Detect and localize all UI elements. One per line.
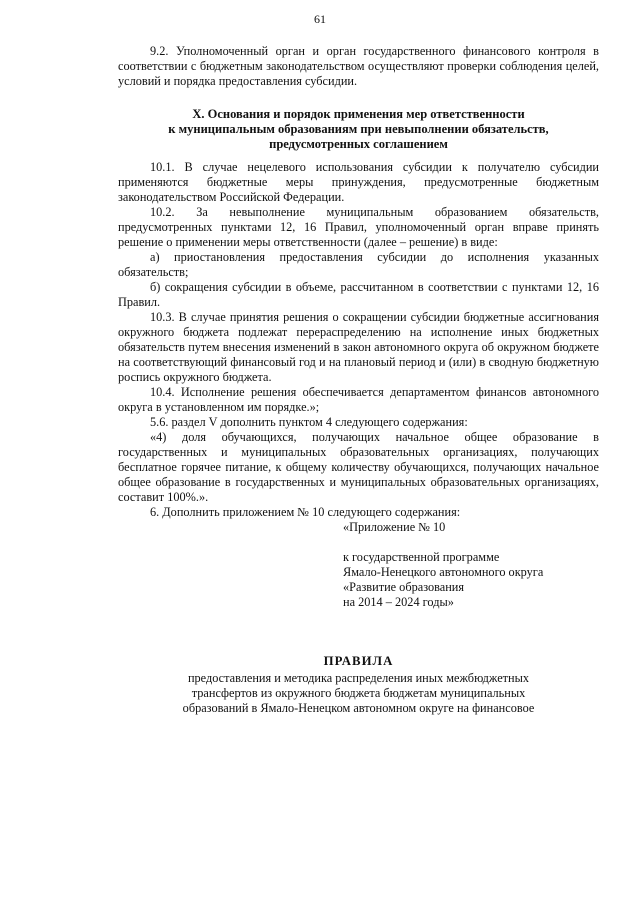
page-number: 61 xyxy=(314,12,326,26)
paragraph-10-3: 10.3. В случае принятия решения о сокращении субсидии бюджетные ассигнования окружного бюджета подлежат перераспределению на исполнение иных бюджетных обязательств путем внесения изменений в закон автономного округа об окружном бюджете на соответствующий финансовый год и на плановый период и (или) в сводную бюджетную роспись окружного бюджета. xyxy=(118,310,599,384)
heading-line-2: к муниципальным образованиям при невыполнении обязательств, xyxy=(168,122,549,136)
appendix-title: «Приложение № 10 xyxy=(343,520,446,534)
rules-subtitle-line-1: предоставления и методика распределения иных межбюджетных xyxy=(187,671,530,685)
appendix-line-1: к государственной программе xyxy=(343,550,500,564)
paragraph-10-2-a: а) приостановления предоставления субсидии до исполнения указанных обязательств; xyxy=(118,250,599,279)
appendix-line-2: Ямало-Ненецкого автономного округа xyxy=(343,565,544,579)
paragraph-10-2-b: б) сокращения субсидии в объеме, рассчитанном в соответствии с пунктами 12, 16 Правил. xyxy=(118,280,599,309)
document-body xyxy=(118,44,599,716)
appendix-line-3: «Развитие образования xyxy=(343,580,465,594)
paragraph-4: «4) доля обучающихся, получающих начальное общее образование в государственных и муниципальных образовательных организациях, получающих бесплатное горячее питание, к общему количеству обучающихся, получающих начальное общее образование в государственных и муниципальных образовательных организациях, составит 100%.». xyxy=(118,430,599,504)
rules-subtitle xyxy=(118,671,599,716)
heading-line-1: X. Основания и порядок применения мер ответственности xyxy=(192,107,525,121)
paragraph-6: 6. Дополнить приложением № 10 следующего содержания: xyxy=(150,505,461,519)
section-heading-x xyxy=(118,107,599,152)
appendix-header xyxy=(343,520,599,610)
paragraph-10-1: 10.1. В случае нецелевого использования субсидии к получателю субсидии применяются бюджетные меры принуждения, предусмотренные бюджетным законодательством Российской Федерации. xyxy=(118,160,599,204)
heading-line-3: предусмотренных соглашением xyxy=(269,137,448,151)
paragraph-9-2: 9.2. Уполномоченный орган и орган государственного финансового контроля в соответствии с бюджетным законодательством осуществляют проверки соблюдения целей, условий и порядка предоставления субсидии. xyxy=(118,44,599,88)
appendix-line-4: на 2014 – 2024 годы» xyxy=(343,595,454,609)
rules-subtitle-line-3: образований в Ямало-Ненецком автономном округе на финансовое xyxy=(182,701,535,715)
paragraph-5-6: 5.6. раздел V дополнить пунктом 4 следующего содержания: xyxy=(150,415,468,429)
paragraph-10-4: 10.4. Исполнение решения обеспечивается департаментом финансов автономного округа в установленном им порядке.»; xyxy=(118,385,599,414)
rules-title: ПРАВИЛА xyxy=(323,654,394,668)
rules-subtitle-line-2: трансфертов из окружного бюджета бюджетам муниципальных xyxy=(191,686,526,700)
paragraph-10-2: 10.2. За невыполнение муниципальным образованием обязательств, предусмотренных пунктами 12, 16 Правил, уполномоченный орган вправе принять решение о применении меры ответственности (далее – решение) в виде: xyxy=(118,205,599,249)
